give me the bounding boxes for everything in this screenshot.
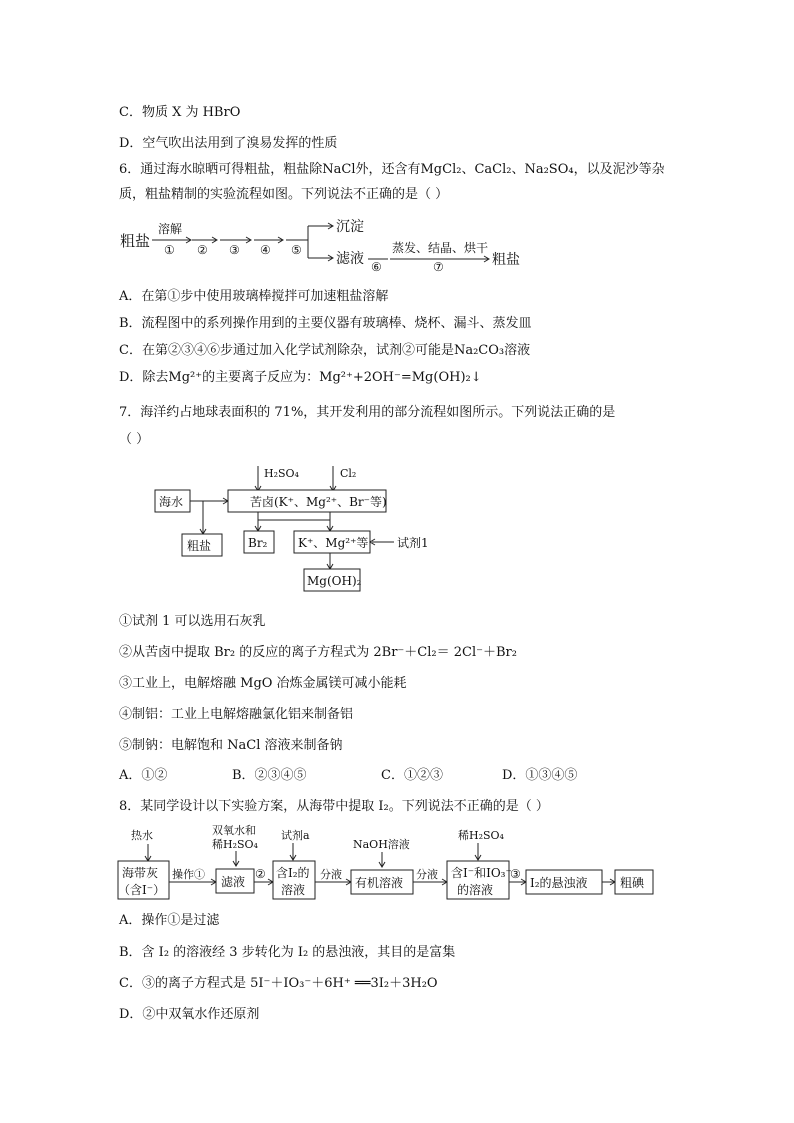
q6-flow-step-6: ⑥ xyxy=(371,260,382,274)
q7-option-b: B．②③④⑤ xyxy=(232,768,307,783)
q7-flow-seawater: 海水 xyxy=(159,495,184,509)
q7-statement-3: ③工业上，电解熔融 MgO 冶炼金属镁可减小能耗 xyxy=(119,676,407,691)
q8-flow-h2o2-line1: 双氧水和 xyxy=(212,824,256,837)
q7-flow-crude-salt: 粗盐 xyxy=(187,539,212,553)
q6-flow-start: 粗盐 xyxy=(120,232,151,250)
q6-flow-step-2: ② xyxy=(197,243,208,257)
q8-flow-reagent-a: 试剂a xyxy=(281,829,310,842)
q8-flow-mix-line2: 的溶液 xyxy=(457,883,494,897)
q8-flow-i2sol-line1: 含I₂的 xyxy=(276,866,310,880)
q7-stem-line-1: 7．海洋约占地球表面积的 71%，其开发利用的部分流程如图所示。下列说法正确的是 xyxy=(119,405,616,420)
q7-flow-mgoh2: Mg(OH)₂ xyxy=(307,574,362,588)
q7-statement-4: ④制铝：工业上电解熔融氯化铝来制备铝 xyxy=(119,707,354,722)
q6-flow-end: 粗盐 xyxy=(492,252,520,268)
q7-statement-2: ②从苦卤中提取 Br₂ 的反应的离子方程式为 2Br⁻＋Cl₂＝ 2Cl⁻＋Br₂ xyxy=(119,645,517,660)
q8-flow-sep1: 分液 xyxy=(320,868,342,881)
q7-flow-cl2: Cl₂ xyxy=(340,467,357,480)
q8-stem: 8．某同学设计以下实验方案，从海带中提取 I₂。下列说法不正确的是（ ） xyxy=(119,799,549,814)
q6-option-c: C．在第②③④⑥步通过加入化学试剂除杂，试剂②可能是Na₂CO₃溶液 xyxy=(119,343,531,358)
q8-flow-i2sol-line2: 溶液 xyxy=(281,883,306,897)
q8-flow-step3: ③ xyxy=(510,867,521,881)
q6-flow-filtrate: 滤液 xyxy=(336,251,364,267)
q6-option-b: B．流程图中的系列操作用到的主要仪器有玻璃棒、烧杯、漏斗、蒸发皿 xyxy=(119,316,532,331)
q8-flow-filtrate: 滤液 xyxy=(221,875,246,889)
q8-flow-op1: 操作① xyxy=(172,868,205,881)
q5-option-d: D．空气吹出法用到了溴易发挥的性质 xyxy=(119,136,338,151)
q8-flow-crude-i2: 粗碘 xyxy=(620,876,645,890)
q6-flow-evaporate: 蒸发、结晶、烘干 xyxy=(392,241,489,255)
q7-flow-kmg: K⁺、Mg²⁺等 xyxy=(298,536,369,550)
q8-flow-mix-line1: 含I⁻和IO₃⁻ xyxy=(451,866,512,880)
q7-flow-br2: Br₂ xyxy=(248,536,268,550)
q6-flow-step-5: ⑤ xyxy=(291,243,302,257)
q8-flow-sep2: 分液 xyxy=(416,868,438,881)
q8-flow-organic: 有机溶液 xyxy=(355,876,404,890)
q6-flow-step-7: ⑦ xyxy=(433,260,444,274)
q8-flow-ash-line2: （含I⁻） xyxy=(118,883,166,897)
q7-statement-1: ①试剂 1 可以选用石灰乳 xyxy=(119,614,266,629)
q7-option-a: A．①② xyxy=(119,768,168,783)
q6-stem-line-1: 6．通过海水晾晒可得粗盐，粗盐除NaCl外，还含有MgCl₂、CaCl₂、Na₂SO₄，以及泥沙等杂 xyxy=(119,162,665,177)
q7-flow-h2so4: H₂SO₄ xyxy=(264,467,299,480)
q8-option-a: A．操作①是过滤 xyxy=(119,913,220,928)
q8-flow-dil-h2so4: 稀H₂SO₄ xyxy=(458,829,504,842)
q8-flow-naoh: NaOH溶液 xyxy=(353,838,410,851)
q7-option-d: D．①③④⑤ xyxy=(502,768,578,783)
q8-option-b: B．含 I₂ 的溶液经 3 步转化为 I₂ 的悬浊液，其目的是富集 xyxy=(119,945,456,960)
q6-stem-line-2: 质，粗盐精制的实验流程如图。下列说法不正确的是（ ） xyxy=(119,187,449,202)
q7-stem-line-2: （ ） xyxy=(119,432,150,447)
q6-flow-precipitate: 沉淀 xyxy=(336,219,364,235)
q8-flow-suspension: I₂的悬浊液 xyxy=(530,876,588,890)
q6-flow-step-3: ③ xyxy=(229,243,240,257)
q6-flow-step-1: ① xyxy=(164,243,175,257)
q6-flow-dissolve: 溶解 xyxy=(158,222,183,236)
q6-option-d: D．除去Mg²⁺的主要离子反应为：Mg²⁺+2OH⁻=Mg(OH)₂↓ xyxy=(119,370,482,385)
q8-flow-hot-water: 热水 xyxy=(131,829,153,842)
q8-flow-h2o2-line2: 稀H₂SO₄ xyxy=(212,838,258,851)
q8-flow-ash-line1: 海带灰 xyxy=(122,866,159,880)
q6-flow-step-4: ④ xyxy=(260,243,271,257)
q8-flow-step2: ② xyxy=(255,867,266,881)
q6-option-a: A．在第①步中使用玻璃棒搅拌可加速粗盐溶解 xyxy=(119,289,389,304)
q5-option-c: C．物质 X 为 HBrO xyxy=(119,105,241,120)
q8-option-d: D．②中双氧水作还原剂 xyxy=(119,1007,260,1022)
q7-option-c: C．①②③ xyxy=(381,768,443,783)
q7-flow-brine: 苦卤(K⁺、Mg²⁺、Br⁻等) xyxy=(250,495,387,509)
q7-statement-5: ⑤制钠：电解饱和 NaCl 溶液来制备钠 xyxy=(119,738,343,753)
q8-option-c: C．③的离子方程式是 5I⁻＋IO₃⁻＋6H⁺ ══3I₂＋3H₂O xyxy=(119,976,438,991)
q7-flow-reagent1: 试剂1 xyxy=(397,536,429,550)
